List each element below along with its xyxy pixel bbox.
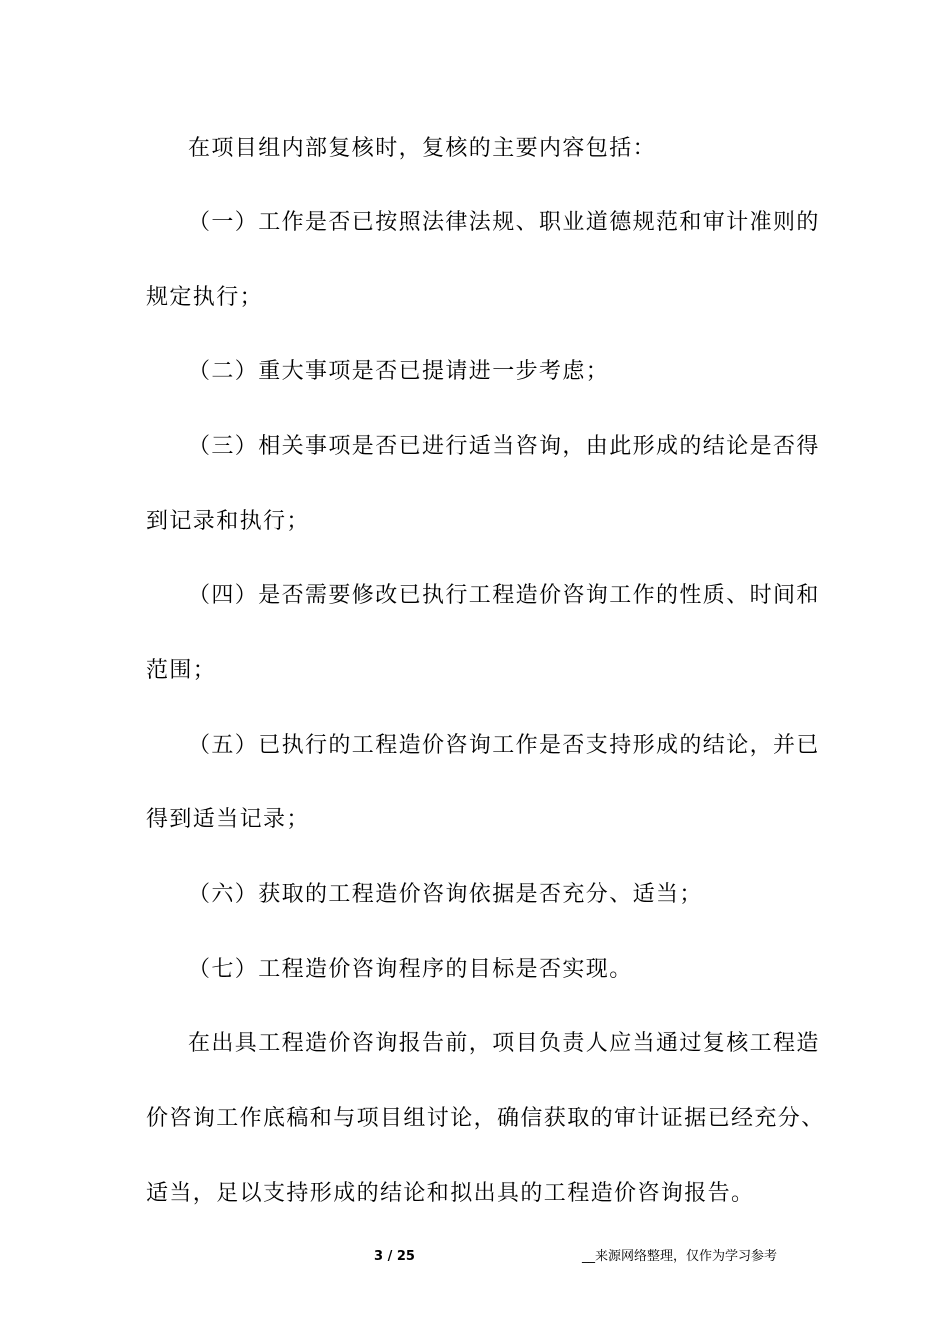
list-item-5-line-1: （五）已执行的工程造价咨询工作是否支持形成的结论，并已 <box>188 733 820 758</box>
list-item-5-line-2: 得到适当记录； <box>146 807 310 832</box>
list-item-7: （七）工程造价咨询程序的目标是否实现。 <box>188 957 633 982</box>
paragraph-intro: 在项目组内部复核时，复核的主要内容包括： <box>188 136 657 161</box>
list-item-3-line-1: （三）相关事项是否已进行适当咨询，由此形成的结论是否得 <box>188 434 820 459</box>
paragraph-closing-line-1: 在出具工程造价咨询报告前，项目负责人应当通过复核工程造 <box>188 1031 820 1056</box>
source-note: __来源网络整理，仅作为学习参考 <box>582 1249 778 1264</box>
list-item-1-line-1: （一）工作是否已按照法律法规、职业道德规范和审计准则的 <box>188 210 820 235</box>
paragraph-closing-line-2: 价咨询工作底稿和与项目组讨论，确信获取的审计证据已经充分、 <box>146 1106 825 1131</box>
list-item-2: （二）重大事项是否已提请进一步考虑； <box>188 359 610 384</box>
paragraph-closing-line-3: 适当，足以支持形成的结论和拟出具的工程造价咨询报告。 <box>146 1181 755 1206</box>
list-item-4-line-2: 范围； <box>146 658 217 683</box>
list-item-1-line-2: 规定执行； <box>146 285 264 310</box>
list-item-4-line-1: （四）是否需要修改已执行工程造价咨询工作的性质、时间和 <box>188 583 820 608</box>
page-number: 3 / 25 <box>374 1249 415 1264</box>
list-item-3-line-2: 到记录和执行； <box>146 509 310 534</box>
list-item-6: （六）获取的工程造价咨询依据是否充分、适当； <box>188 882 703 907</box>
